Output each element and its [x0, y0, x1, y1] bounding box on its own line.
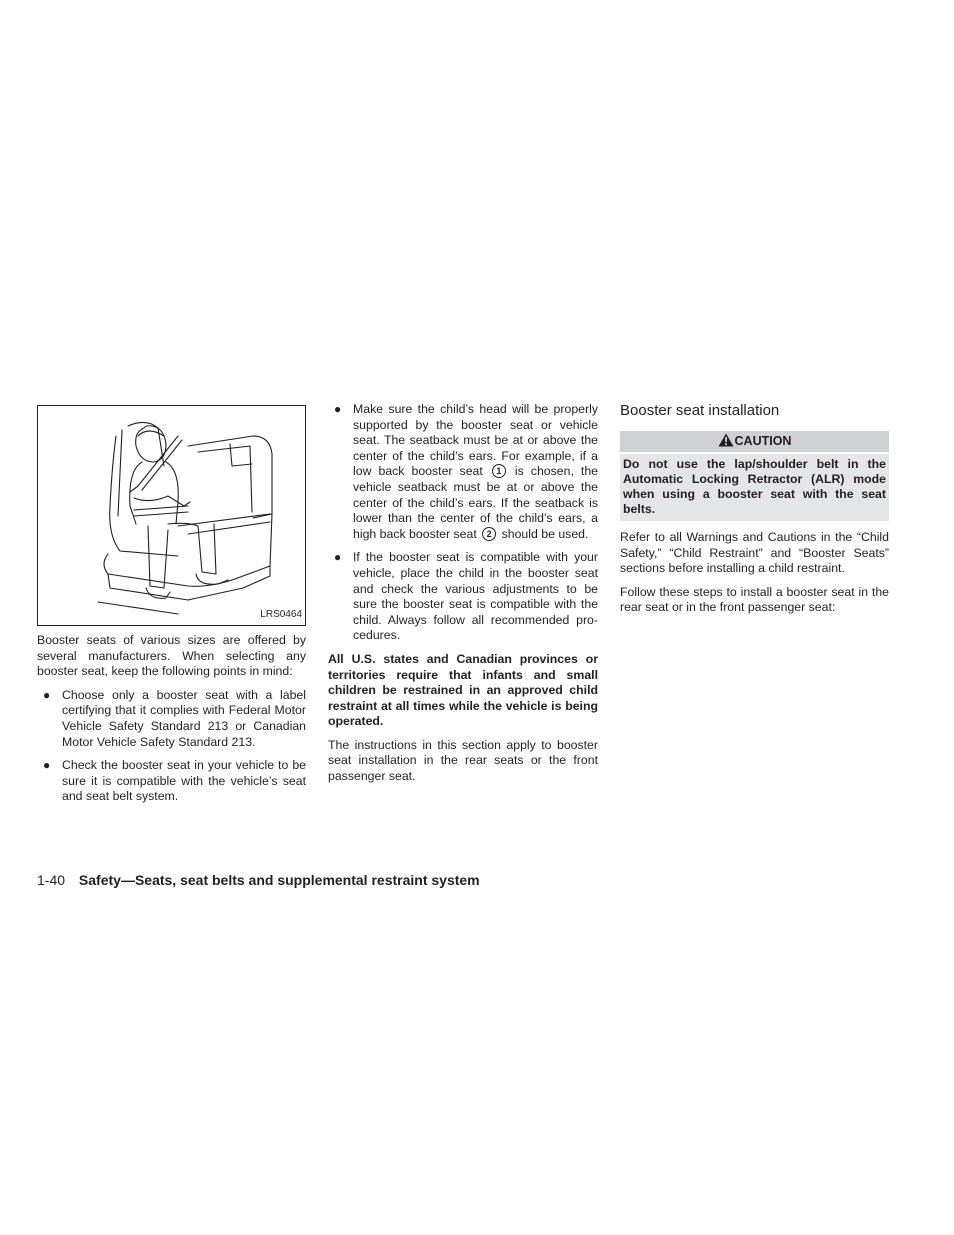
list-item: ● Check the booster seat in your vehicle to be sure it is compatible with the vehicle’s seat and seat belt system. [43, 758, 306, 804]
bullet-dot: ● [334, 550, 342, 565]
column-left [37, 402, 306, 813]
footer-section-title: Safety—Seats, seat belts and supplemental restraint system [78, 872, 480, 888]
bullet-dot: ● [334, 402, 342, 416]
fit-bullet-list [328, 402, 598, 644]
instructions-scope-paragraph: The instructions in this section apply to booster seat installation in the rear seats or the front passenger seat. [328, 737, 598, 784]
legal-requirement-paragraph: All U.S. states and Canadian provinces or territories require that infants and small children be restrained in an approved child restraint at all times while the vehicle is being operated. [328, 651, 598, 729]
list-item: ● If the booster seat is compatible with your vehicle, place the child in the booster seat and check the various adjustments to be sure the booster seat is compatible with the child. Always follow all recommended pro-cedures. [334, 550, 598, 643]
intro-paragraph: Booster seats of various sizes are offered by several manufacturers. When selecting any booster seat, keep the following points in mind: [37, 633, 306, 679]
selection-bullet-list [37, 688, 306, 805]
warning-triangle-icon [718, 433, 734, 447]
column-right [620, 402, 889, 624]
child-in-booster-seat-drawing [38, 406, 305, 625]
bullet-dot: ● [43, 758, 51, 773]
list-item: ● Choose only a booster seat with a label certifying that it complies with Federal Motor Vehicle Safety Standard 213 or Canadian Motor Vehicle Safety Standard 213. [43, 687, 306, 749]
column-middle [328, 402, 598, 793]
caution-text: Do not use the lap/shoulder belt in the Automatic Locking Retractor (ALR) mode when using a booster seat with the seat belts. [620, 454, 889, 521]
callout-marker-1: 1 [492, 464, 506, 478]
caution-box [620, 431, 889, 521]
booster-seat-illustration [37, 405, 306, 626]
section-heading: Booster seat installation [620, 402, 780, 419]
refer-paragraph: Refer to all Warnings and Cautions in the “Child Safety,” “Child Restraint” and “Booster Seats” sections before installing a child restraint. [620, 530, 889, 576]
bullet-dot: ● [43, 687, 51, 702]
figure-code: LRS0464 [260, 609, 302, 621]
caution-header [620, 431, 889, 452]
list-item: ● Make sure the child’s head will be properly supported by the booster seat or vehicle seat. The seatback must be at or above the center of the child’s ears. For example, if a low back booster seat 1 is chosen, the vehicle seatback must be at or above the center of the child’s ears. If the seatback is lower than the center of the child’s ears, a high back booster seat 2 should be used. [334, 402, 599, 541]
callout-marker-2: 2 [482, 527, 496, 541]
caution-label: CAUTION [734, 434, 792, 448]
steps-intro-paragraph: Follow these steps to install a booster seat in the rear seat or in the front passenger seat: [620, 584, 889, 615]
page-number: 1-40 [37, 872, 66, 888]
page-footer [37, 871, 480, 889]
